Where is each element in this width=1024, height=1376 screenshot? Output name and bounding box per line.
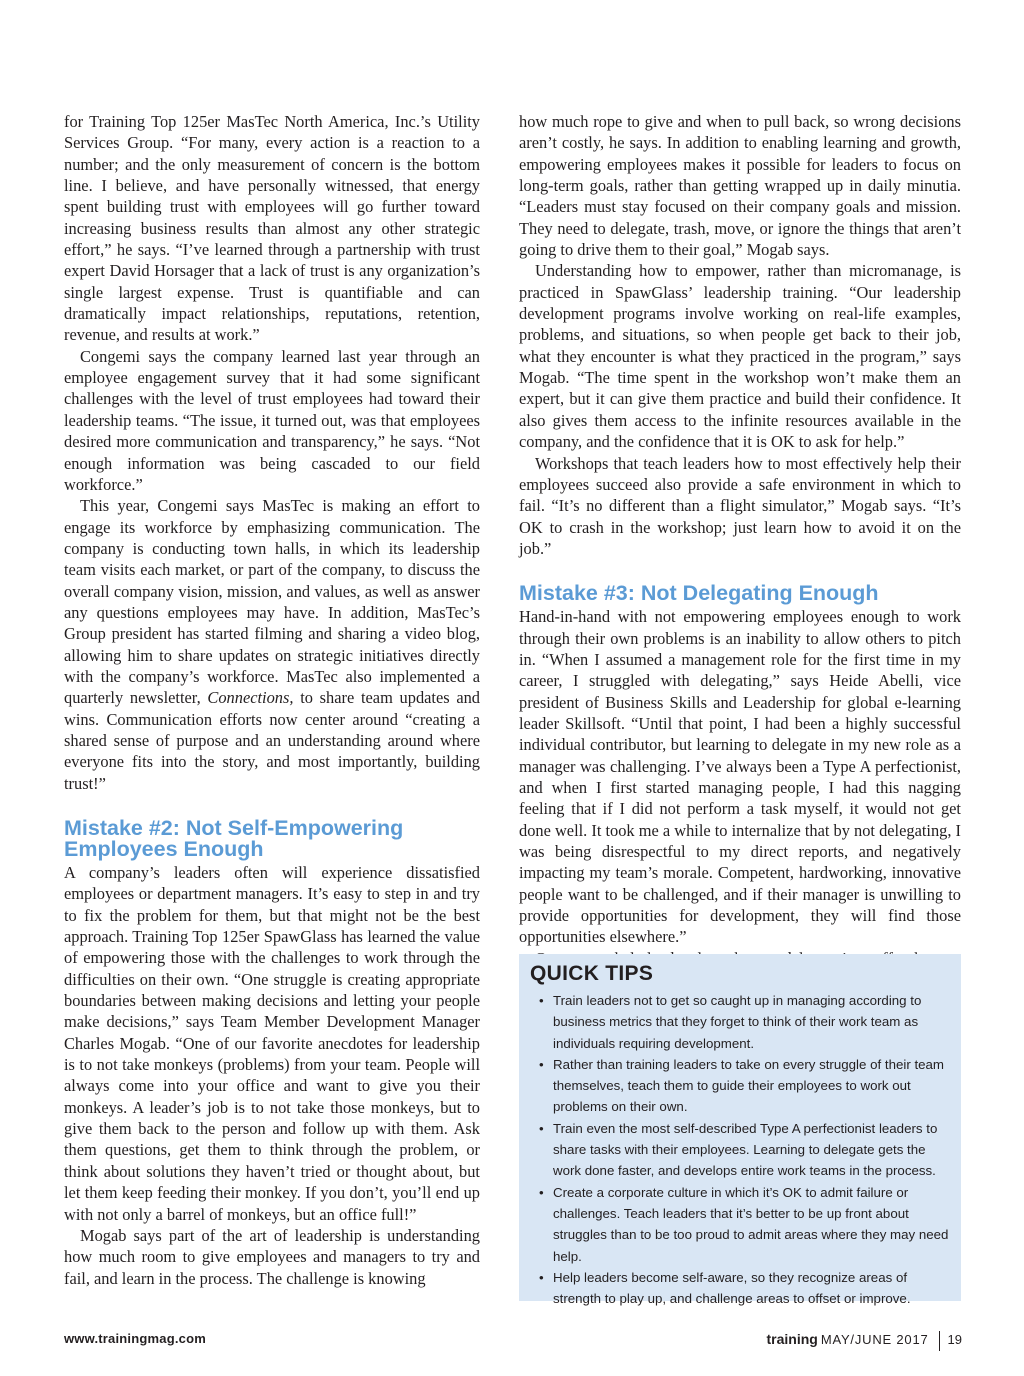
body-paragraph: Understanding how to empower, rather than micromanage, is practiced in SpawGlass’ leadership training. “Our leadership development programs involve working on real-life examples, problems, and situations, so when people get back to their job, what they encounter is what they practiced in the program,” says Mogab. “The time spent in the workshop won’t make them an expert, but it can give them practice and build their confidence. It also gives them access to the infinite resources available in the company, and the confidence that it is OK to ask for help.”	[519, 261, 961, 452]
tip-text: Train even the most self-described Type A perfectionist leaders to share tasks with their employees. Learning to delegate gets the work done faster, and develops entire work teams in the process.	[553, 1120, 938, 1179]
footer-issue: MAY/JUNE 2017	[820, 1332, 929, 1347]
body-paragraph: A company’s leaders often will experience dissatisfied employees or department managers. It’s easy to step in and try to fix the problem for them, but that might not be the best approach. Training Top 125er SpawGlass has learned the value of empowering those with the challenges to work through the difficulties on their own. “One struggle is creating appropriate boundaries between making decisions and letting your people make decisions,” says Team Member Development Manager Charles Mogab. “One of our favorite anecdotes for leadership is to not take monkeys (problems) from your team. People will always come into your office and want to give you their monkeys. A leader’s job is to not take those monkeys, but to give them back to the person and follow up with them. Ask them questions, get them to think through the problem, or think about solutions they haven’t tried or thought about, but let them keep feeding their monkey. If you don’t, you’ll end up with not only a barrel of monkeys, but an office full!”	[64, 863, 480, 1224]
footer-divider	[939, 1331, 940, 1351]
body-paragraph	[64, 495, 480, 794]
tip-text: Rather than training leaders to take on every struggle of their team themselves, teach them to guide their employees to work out problems on their own.	[553, 1056, 944, 1115]
bullet-icon: •	[539, 1056, 544, 1072]
page-number: 19	[947, 1332, 962, 1347]
body-paragraph: Hand-in-hand with not empowering employees enough to work through their own problems is an inability to allow others to pitch in. “When I assumed a management role for the first time in my career, I struggled with delegating,” says Heide Abelli, vice president of Business Skills and Leadership for global e-learning leader Skillsoft. “Until that point, I had been a highly successful individual contributor, but learning to delegate in my new role as a manager was challenging. I’ve always been a Type A perfectionist, and when I first started managing people, I had this nagging feeling that if I did not perform a task myself, it would not get done well. It took me a while to internalize that by not delegating, I was being disrespectful to my direct reports, and negatively impacting my team’s morale. Competent, hardworking, innovative people want to be challenged, and if their manager is unwilling to provide opportunities for development, they will find those opportunities elsewhere.”	[519, 607, 961, 947]
body-paragraph: Congemi says the company learned last year through an employee engagement survey that it had some significant challenges with the level of trust employees had toward their leadership teams. “The issue, it turned out, was that employees desired more communication and transparency,” he says. “Not enough information was being cascaded to our field workforce.”	[64, 346, 480, 494]
right-column	[519, 111, 961, 969]
bullet-icon: •	[539, 1184, 544, 1200]
bullet-icon: •	[539, 993, 544, 1008]
body-paragraph: for Training Top 125er MasTec North America, Inc.’s Utility Services Group. “For many, every action is a reaction to a number; and the only measurement of concern is the bottom line. I believe, and have personally witnessed, that energy spent building trust with employees will go further toward increasing business results than almost any other strategic effort,” he says. “I’ve learned through a partnership with trust expert David Horsager that a lack of trust is any organization’s single largest expense. Trust is quantifiable and can dramatically impact relationships, reputations, retention, revenue, and results at work.”	[64, 112, 480, 345]
tip-item	[530, 1267, 949, 1310]
tip-item	[530, 1054, 949, 1118]
paragraph-text: This year, Congemi says MasTec is making an effort to engage its workforce by emphasizing communication. The company is conducting town halls, in which its leadership team visits each market, or part of the company, to discuss the overall company vision, mission, and values, as well as answer any questions employees may have. In addition, MasTec’s Group president has started filming and sharing a video blog, allowing him to share updates on strategic initiatives directly with the company’s workforce. MasTec also implemented a quarterly newsletter,	[64, 496, 480, 708]
bullet-icon: •	[539, 1269, 544, 1285]
tip-item	[530, 1182, 949, 1267]
paragraph-text: to share team updates and wins. Communication efforts now center around “creating a shared sense of purpose and an understanding around where everyone fits into the story, and most importantly, building trust!”	[64, 688, 481, 793]
tip-text: Help leaders become self-aware, so they recognize areas of strength to play up, and challenge areas to offset or improve.	[553, 1269, 911, 1307]
tip-text: Train leaders not to get so caught up in managing according to business metrics that they forget to think of their work team as individuals requiring development.	[553, 993, 922, 1051]
footer-website: www.trainingmag.com	[64, 1331, 207, 1346]
quick-tips-list	[530, 990, 949, 1309]
footer-issue-info	[766, 1329, 962, 1349]
left-column	[64, 111, 480, 1289]
bullet-icon: •	[539, 1120, 544, 1136]
tip-item	[530, 990, 949, 1054]
body-paragraph: how much rope to give and when to pull back, so wrong decisions aren’t costly, he says. In addition to enabling learning and growth, empowering employees makes it possible for leaders to focus on long-term goals, rather than getting wrapped up in daily minutia. “Leaders must stay focused on their company goals and mission. They need to delegate, trash, move, or ignore the things that aren’t going to drive them to their goal,” Mogab says.	[519, 112, 961, 260]
body-paragraph: Mogab says part of the art of leadership is understanding how much room to give employees and managers to try and fail, and learn in the process. The challenge is knowing	[64, 1225, 480, 1288]
section-heading-mistake-2: Mistake #2: Not Self-Empowering Employees Enough	[64, 816, 404, 861]
footer-brand: training	[766, 1331, 818, 1347]
tip-item	[530, 1118, 949, 1182]
section-heading-mistake-3: Mistake #3: Not Delegating Enough	[519, 581, 879, 606]
quick-tips-title: QUICK TIPS	[530, 962, 654, 985]
newsletter-title: Connections,	[207, 688, 294, 708]
tip-text: Create a corporate culture in which it’s OK to admit failure or challenges. Teach leaders that it’s better to be up front about struggles than to be too proud to admit areas where they may need help.	[553, 1184, 949, 1264]
quick-tips-box	[519, 954, 961, 1307]
body-paragraph: Workshops that teach leaders how to most effectively help their employees succeed also provide a safe environment in which to fail. “It’s no different than a flight simulator,” Mogab says. “It’s OK to crash in the workshop; just learn how to avoid it on the job.”	[519, 453, 961, 558]
